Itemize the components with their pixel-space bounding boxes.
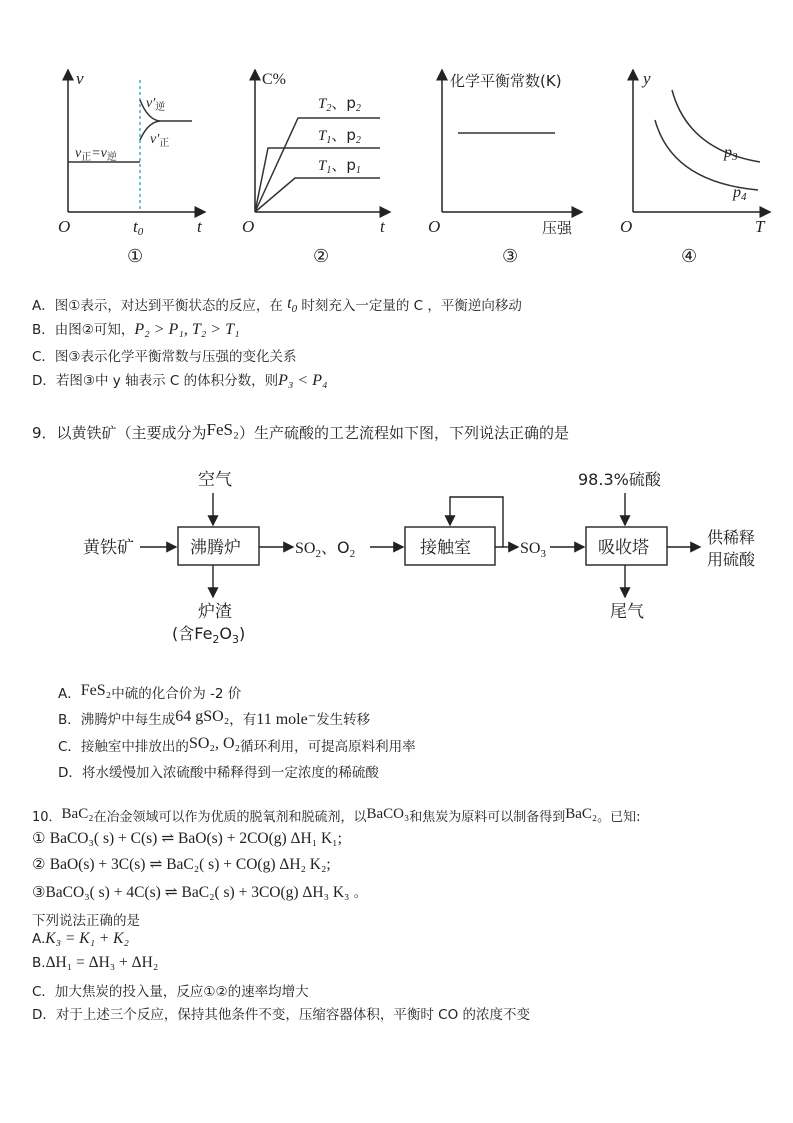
svg-text:O: O: [242, 217, 255, 236]
q8-option-d: D．若图③中 y 轴表示 C 的体积分数，则P₃ < P₄: [32, 372, 328, 389]
svg-text:②: ②: [313, 246, 330, 267]
flow-tail-label: 尾气: [610, 602, 644, 622]
flow-slag-label: 炉渣: [198, 602, 232, 622]
q10-stem: 10．BaC₂在冶金领域可以作为优质的脱氧剂和脱硫剂，以BaCO₃和焦炭为原料可以制备得到BaC₂。已知:: [32, 806, 641, 825]
q10-option-d: D．对于上述三个反应，保持其他条件不变，压缩容器体积，平衡时 CO 的浓度不变: [32, 1007, 531, 1023]
flow-ore-label: 黄铁矿: [83, 538, 134, 558]
q10-option-c: C．加大焦炭的投入量，反应①②的速率均增大: [32, 984, 309, 1000]
flow-acid-label: 98.3%硫酸: [578, 470, 661, 489]
graph-3: [428, 70, 582, 267]
svg-text:④: ④: [681, 246, 698, 267]
flow-contact-label: 接触室: [420, 538, 471, 558]
svg-text:T: T: [755, 217, 765, 236]
graph1-y-label: v: [76, 69, 84, 88]
q9-process-flow: [0, 455, 793, 665]
graph4-curve-p3: [672, 90, 760, 162]
svg-text:供稀释: 供稀释: [707, 528, 756, 547]
svg-text:T1、p2: $T_1$、$p_2$: [318, 126, 361, 146]
svg-text:(含Fe2O3): (含$Fe_2O_3$): [172, 624, 246, 646]
svg-text:y: y: [643, 69, 651, 88]
svg-text:SO3: $SO_3$: [520, 540, 546, 560]
svg-text:p4: p4: [733, 184, 747, 203]
graph-2: [242, 70, 390, 267]
svg-text:v正=v逆: $v_正=v_逆$: [75, 146, 117, 163]
q10-reaction-1: ① BaCO₃( s) + C(s) ⇌ BaO(s) + 2CO(g) ΔH₁ K₁;: [32, 829, 342, 847]
q10-option-b: B.ΔH₁ = ΔH₃ + ΔH₂: [32, 954, 159, 971]
svg-text:O: O: [428, 217, 441, 236]
flow-air-label: 空气: [198, 470, 232, 490]
q9-option-d: D．将水缓慢加入浓硫酸中稀释得到一定浓度的稀硫酸: [58, 765, 379, 781]
svg-text:③: ③: [502, 246, 519, 267]
graph2-curve-t1p1: [255, 178, 380, 212]
graph-1: [58, 69, 205, 267]
graphs-figure: [0, 0, 793, 290]
q9-option-c: C．接触室中排放出的SO₂, O₂循环利用，可提高原料利用率: [58, 735, 416, 755]
q10-reaction-3: ③BaCO₃( s) + 4C(s) ⇌ BaC₂( s) + 3CO(g) ΔH₃ K₃ 。: [32, 883, 368, 901]
svg-text:v′正: $v'_正$: [150, 132, 170, 149]
svg-text:T1、p1: $T_1$、$p_1$: [318, 156, 361, 176]
svg-text:O: O: [620, 217, 633, 236]
svg-text:p3: p3: [724, 144, 738, 163]
svg-text:压强: 压强: [542, 219, 573, 237]
flow-tower-label: 吸收塔: [598, 538, 649, 558]
graph4-curve-p4: [655, 120, 758, 190]
q9-option-a: A．FeS₂中硫的化合价为 -2 价: [58, 682, 242, 702]
q10-ask: 下列说法正确的是: [32, 913, 140, 929]
q9-stem: 9．以黄铁矿（主要成分为FeS₂）生产硫酸的工艺流程如下图，下列说法正确的是: [32, 420, 569, 442]
svg-text:t: t: [380, 217, 385, 236]
graph3-y-label: 化学平衡常数(K): [450, 72, 562, 90]
svg-text:T2、p2: $T_2$、$p_2$: [318, 94, 361, 114]
graph2-y-label: C%: [262, 71, 286, 88]
graph1-number: ①: [127, 246, 144, 267]
q8-option-b: B．由图②可知，P₂ > P₁, T₂ > T₁: [32, 321, 240, 338]
svg-text:v′逆: $v'_逆$: [146, 96, 166, 113]
q8-option-a: A．图①表示，对达到平衡状态的反应，在 $t_0$ 时刻充入一定量的 C ，平衡逆向移动: [32, 295, 522, 316]
q8-option-c: C．图③表示化学平衡常数与压强的变化关系: [32, 349, 297, 365]
q10-reaction-2: ② BaO(s) + 3C(s) ⇌ BaC₂( s) + CO(g) ΔH₂ K₂;: [32, 855, 331, 873]
q9-option-b: B．沸腾炉中每生成64 gSO₂，有11 mole⁻发生转移: [58, 708, 371, 728]
graph1-x-label: t: [197, 217, 202, 236]
flow-furnace-label: 沸腾炉: [190, 538, 241, 558]
graph-4: [620, 69, 770, 267]
svg-text:t0: t0: [133, 217, 144, 238]
graph1-origin: O: [58, 217, 71, 236]
q10-option-a: A.K₃ = K₁ + K₂: [32, 930, 129, 947]
svg-text:SO2、O2: $SO_2$、$O_2$: [295, 538, 356, 560]
svg-text:用硫酸: 用硫酸: [707, 550, 756, 569]
